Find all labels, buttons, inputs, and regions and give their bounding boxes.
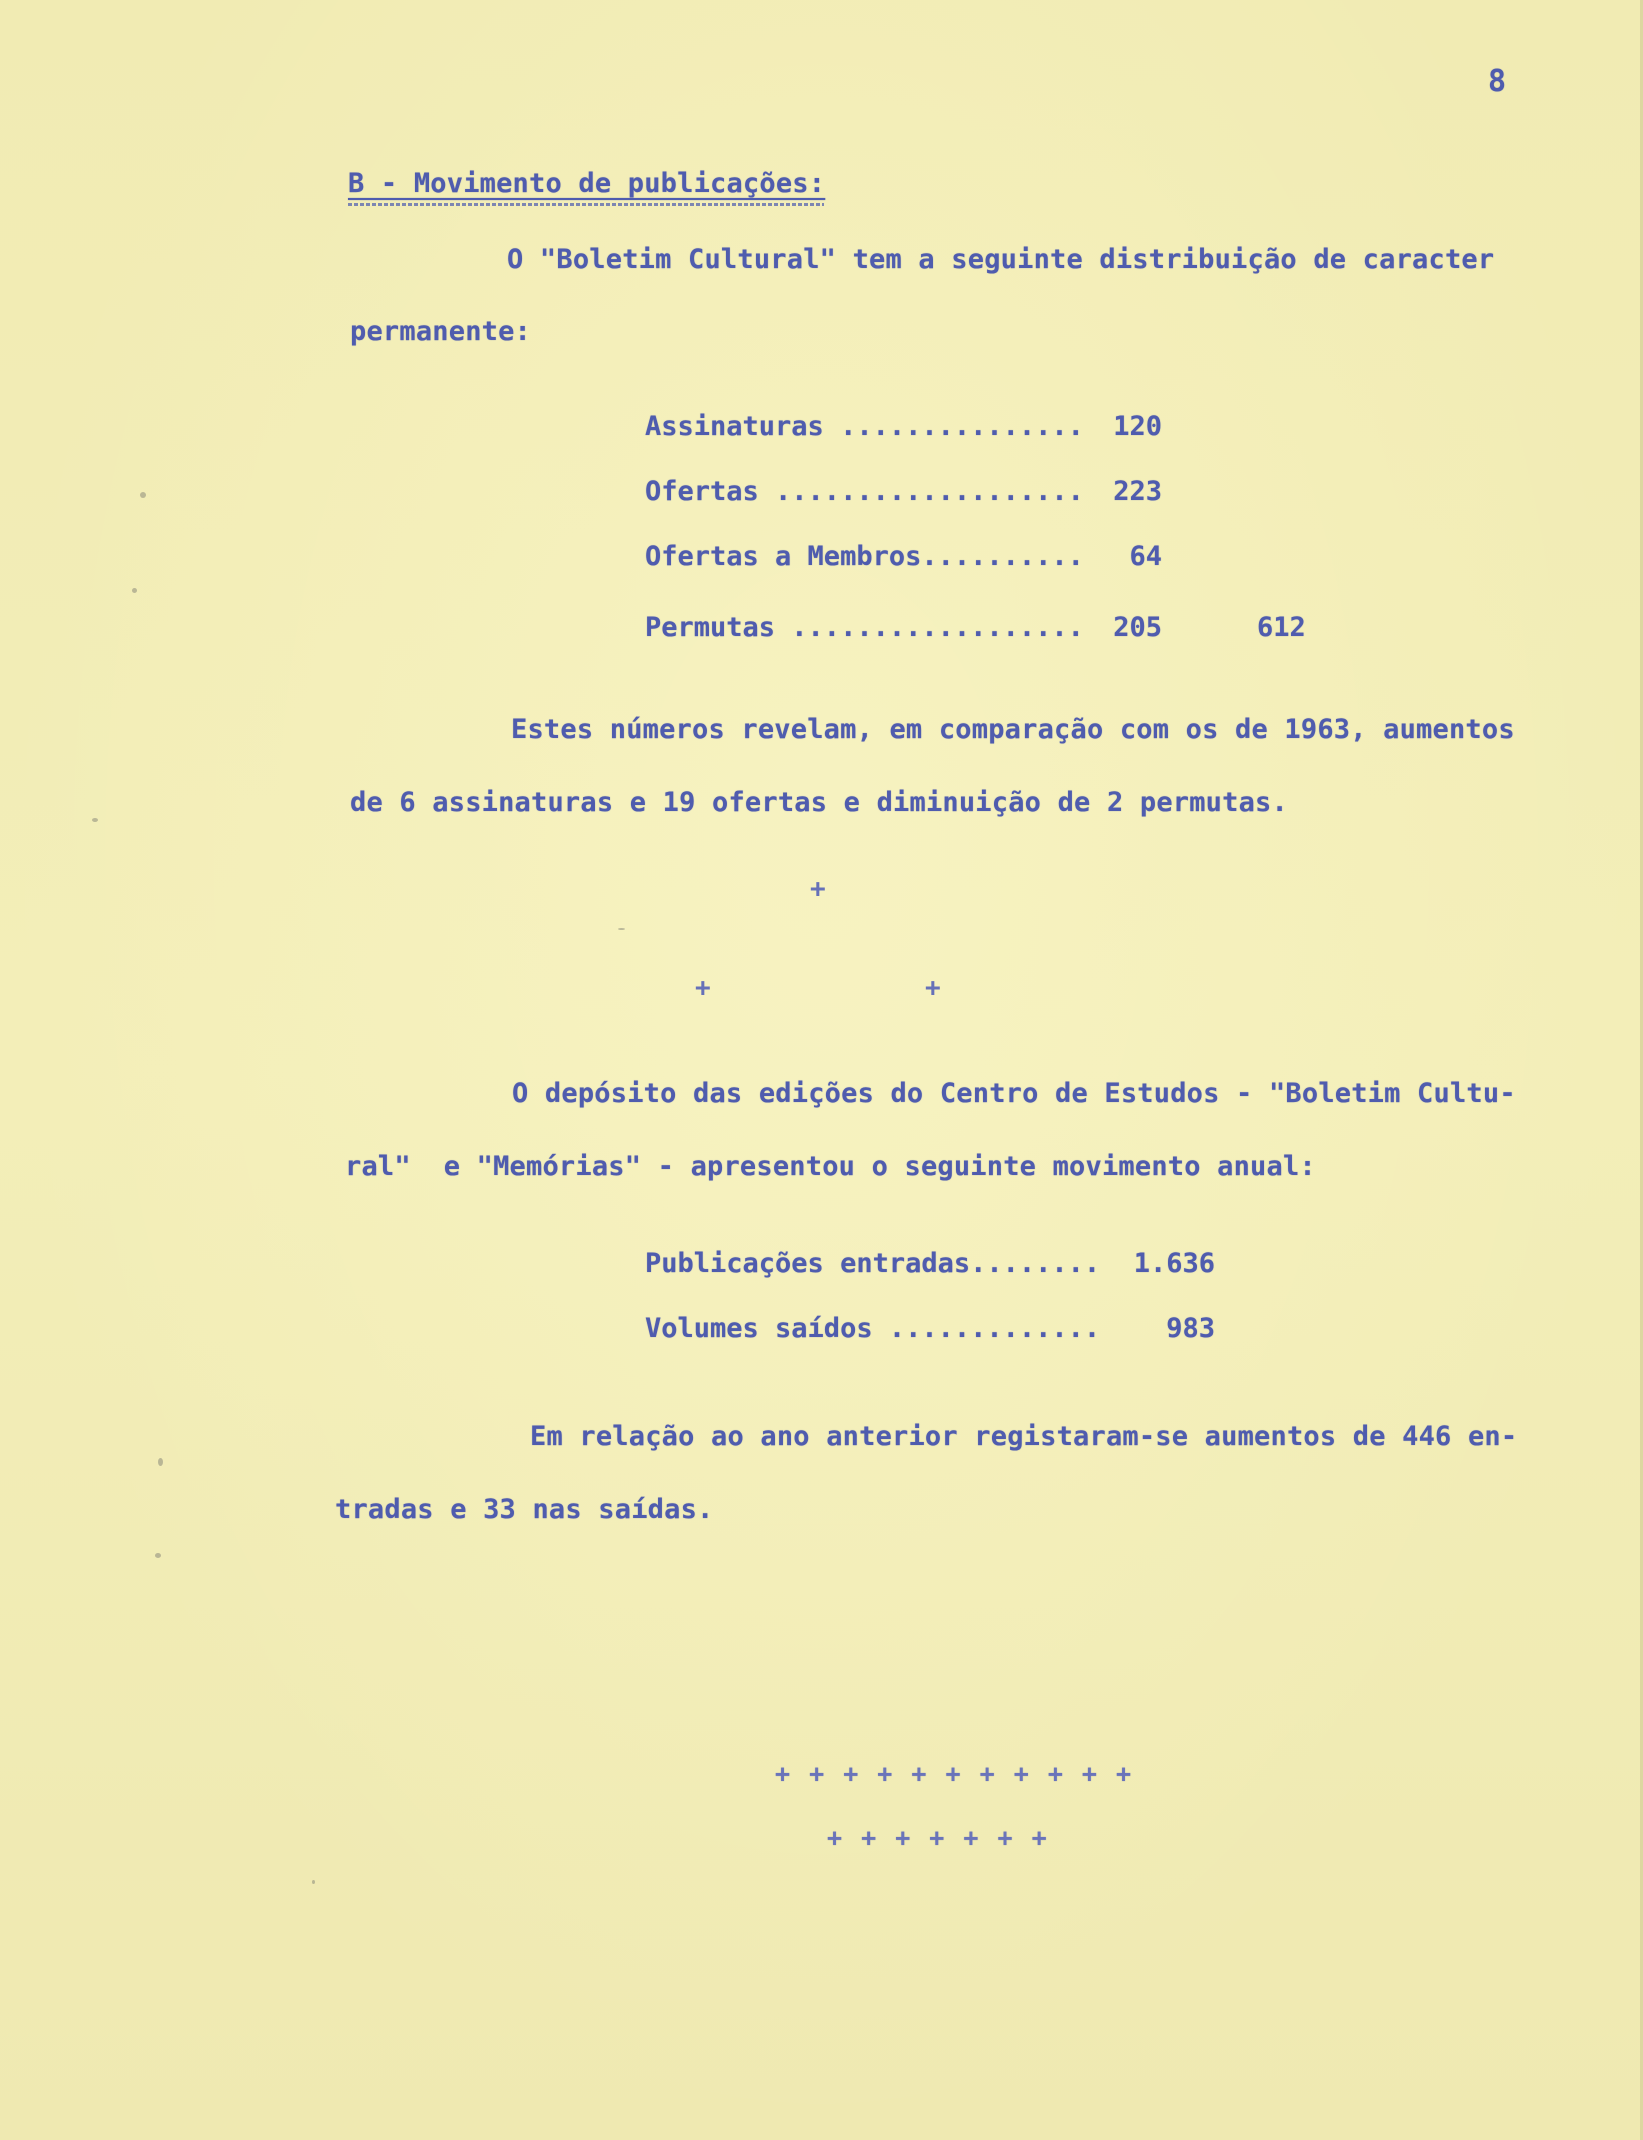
separator-cross: + bbox=[925, 973, 941, 1003]
paper-speck bbox=[92, 818, 98, 822]
paragraph-line: permanente: bbox=[350, 316, 532, 347]
distribution-value: 205 bbox=[1113, 612, 1162, 643]
paragraph-line: O depósito das edições do Centro de Estudos - "Boletim Cultu- bbox=[512, 1078, 1516, 1109]
section-title-rule bbox=[348, 203, 824, 206]
paper-speck bbox=[158, 1458, 163, 1466]
paragraph-line: O "Boletim Cultural" tem a seguinte distribuição de caracter bbox=[507, 244, 1495, 275]
separator-cross: + bbox=[810, 874, 826, 904]
paper-speck bbox=[618, 928, 625, 930]
section-title: B - Movimento de publicações: bbox=[348, 168, 826, 199]
publications-value: 1.636 bbox=[1133, 1248, 1215, 1279]
paragraph-line: tradas e 33 nas saídas. bbox=[335, 1494, 714, 1525]
distribution-label: Ofertas a Membros.......... bbox=[645, 541, 1084, 572]
paper-speck bbox=[132, 588, 137, 593]
closing-crosses: + + + + + + + + + + + bbox=[775, 1759, 1134, 1788]
distribution-total: 612 bbox=[1257, 612, 1306, 643]
separator-cross: + bbox=[695, 973, 711, 1003]
distribution-value: 223 bbox=[1113, 476, 1162, 507]
closing-crosses: + + + + + + + bbox=[827, 1823, 1049, 1852]
distribution-label: Permutas .................. bbox=[645, 612, 1084, 643]
paragraph-line: Estes números revelam, em comparação com os de 1963, aumentos bbox=[511, 714, 1515, 745]
distribution-label: Assinaturas ............... bbox=[645, 411, 1084, 442]
distribution-value: 64 bbox=[1129, 541, 1162, 572]
distribution-label: Ofertas ................... bbox=[645, 476, 1084, 507]
paragraph-line: de 6 assinaturas e 19 ofertas e diminuição de 2 permutas. bbox=[350, 787, 1288, 818]
publications-label: Volumes saídos ............. bbox=[645, 1313, 1101, 1344]
paper-speck bbox=[140, 492, 146, 498]
paragraph-line: Em relação ao ano anterior registaram-se aumentos de 446 en- bbox=[530, 1421, 1518, 1452]
paragraph-line: ral" e "Memórias" - apresentou o seguinte movimento anual: bbox=[345, 1151, 1316, 1182]
distribution-value: 120 bbox=[1113, 411, 1162, 442]
publications-value: 983 bbox=[1166, 1313, 1215, 1344]
paper-speck bbox=[312, 1880, 315, 1884]
publications-label: Publicações entradas........ bbox=[645, 1248, 1101, 1279]
page-number: 8 bbox=[1488, 64, 1507, 99]
paper-speck bbox=[155, 1553, 161, 1558]
